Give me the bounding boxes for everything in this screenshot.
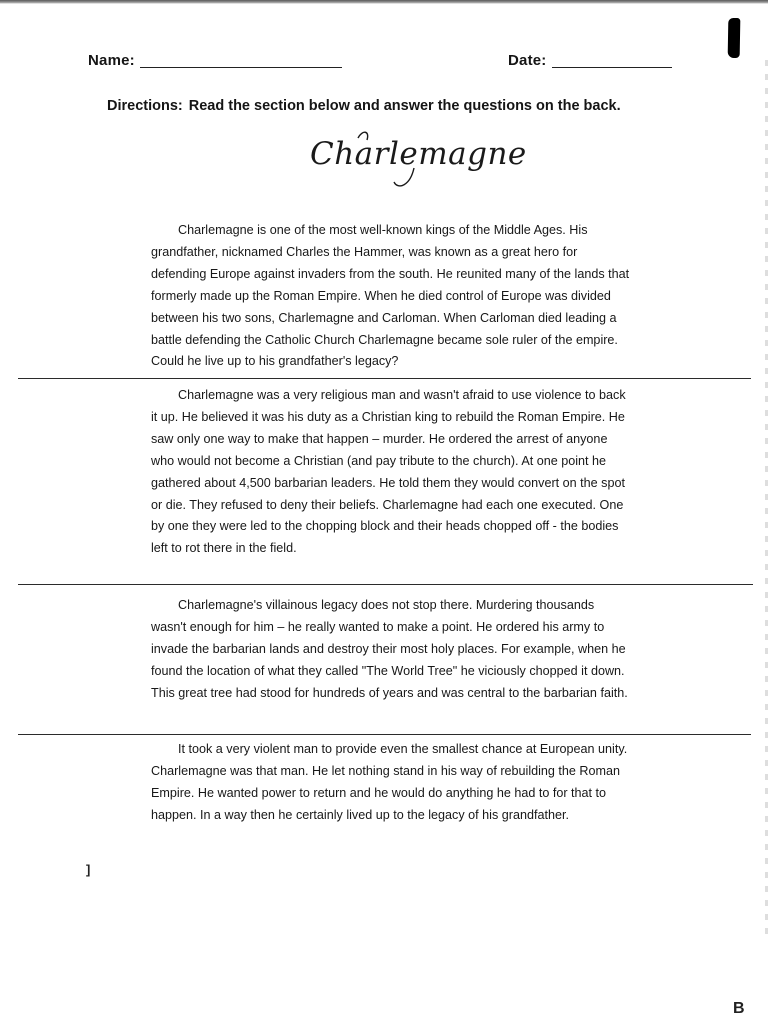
title-text: Charlemagne bbox=[310, 136, 527, 172]
name-field-line[interactable] bbox=[140, 67, 342, 68]
paragraph-2: Charlemagne was a very religious man and wasn't afraid to use violence to back it up. He believed it was his duty as a Christian king to rebuild the Roman Empire. He saw only one way to make that happen – murder. He ordered the arrest of anyone who would not become a Christian (and pay tribute to the church). At one point he gathered about 4,500 barbarian leaders. He told them they would convert on the spot or die. They refused to deny their beliefs. Charlemagne had each one executed. One by one they were led to the chopping block and their heads chopped off - the bodies left to rot there in the field. bbox=[151, 388, 626, 556]
page-letter-mark: B bbox=[733, 1000, 745, 1017]
divider-2 bbox=[18, 584, 753, 585]
divider-3 bbox=[18, 734, 751, 735]
name-label: Name: bbox=[88, 52, 135, 69]
page-title bbox=[310, 128, 527, 196]
directions bbox=[107, 98, 621, 114]
scan-top-edge bbox=[0, 0, 768, 4]
handwritten-page-mark bbox=[728, 18, 741, 58]
paragraph-1: Charlemagne is one of the most well-known kings of the Middle Ages. His grandfather, nicknamed Charles the Hammer, was known as a great hero for defending Europe against invaders from the south. He reunited many of the lands that formerly made up the Roman Empire. When he died control of Europe was divided between his two sons, Charlemagne and Carloman. When Carloman died leading a battle defending the Catholic Church Charlemagne became sole ruler of the empire. Could he live up to his grandfather's legacy? bbox=[151, 223, 630, 369]
paragraph-4: It took a very violent man to provide even the smallest chance at European unity. Charlemagne was that man. He let nothing stand in his way of rebuilding the Roman Empire. He wanted power to return and he would do anything he had to for that to happen. In a way then he certainly lived up to the legacy of his grandfather. bbox=[151, 742, 628, 822]
stray-bracket-mark: ] bbox=[86, 862, 91, 877]
paragraph-3: Charlemagne's villainous legacy does not stop there. Murdering thousands wasn't enough for him – he really wanted to make a point. He ordered his army to invade the barbarian lands and destroy their most holy places. For example, when he found the location of what they called "The World Tree" he viciously chopped it down. This great tree had stood for hundreds of years and was central to the barbarian faith. bbox=[151, 598, 628, 700]
date-field-line[interactable] bbox=[552, 67, 672, 68]
divider-1 bbox=[18, 378, 751, 379]
directions-lead: Directions: bbox=[107, 98, 183, 114]
date-label: Date: bbox=[508, 52, 547, 69]
directions-text: Read the section below and answer the questions on the back. bbox=[188, 98, 621, 114]
